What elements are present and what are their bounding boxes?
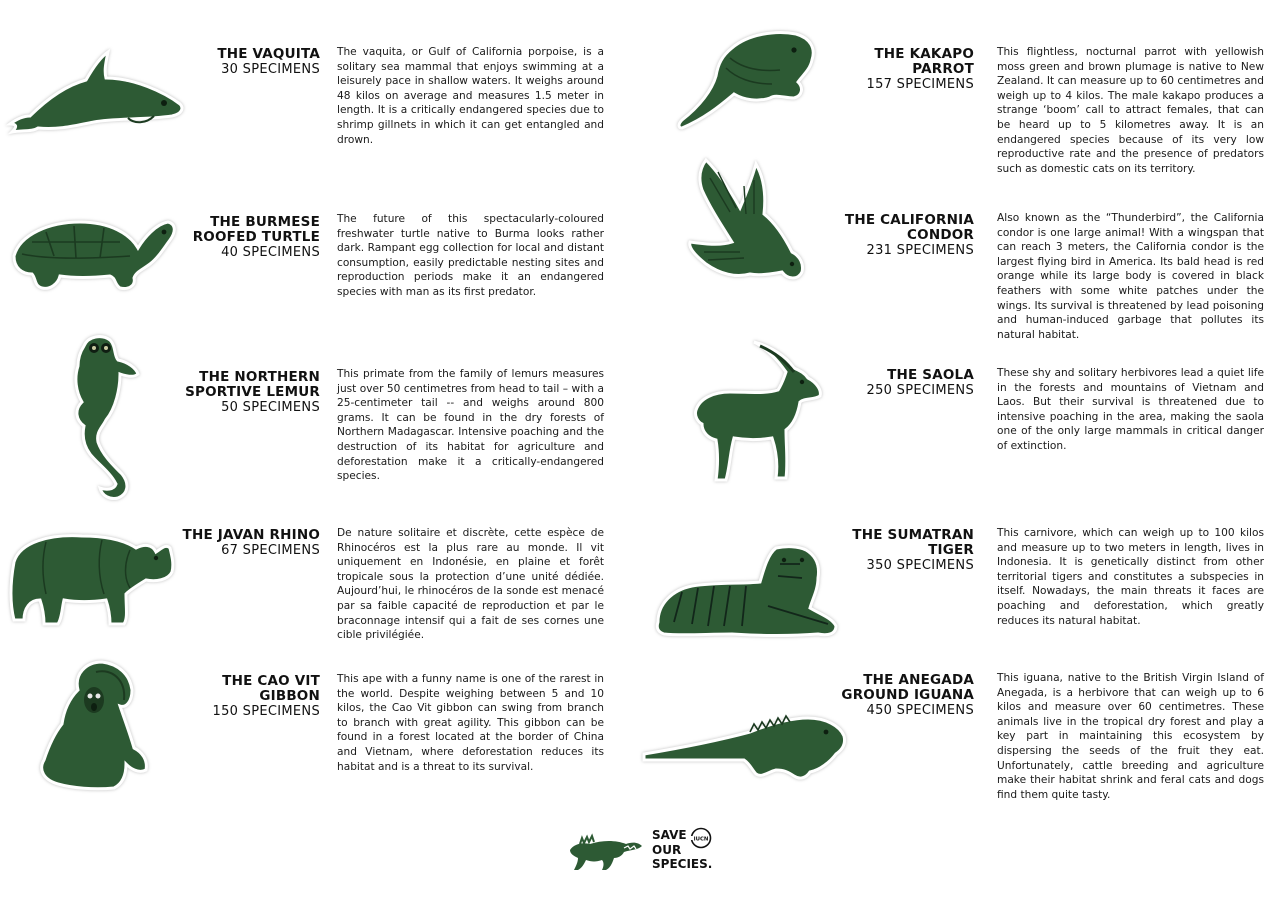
slogan-line: SAVE	[652, 828, 687, 842]
slogan-line: OUR	[652, 842, 682, 857]
footer-logo	[566, 824, 726, 876]
rhino-icon	[6, 528, 178, 628]
specimen-count: 250 SPECIMENS	[866, 383, 974, 398]
specimen-count: 450 SPECIMENS	[866, 703, 974, 718]
species-title: THE VAQUITA	[217, 46, 320, 62]
kakapo-icon	[672, 28, 818, 132]
species-title: THE CAO VIT GIBBON	[222, 673, 320, 704]
crocodile-logo-icon	[566, 830, 644, 874]
species-description: De nature solitaire et discrète, cette espèce de Rhinocéros est la plus rare au monde. Il vit uniquement en Indonésie, en plaine et forêt tropicale sous la protection d’une unité dédiée. Aujourd’hui, le rhinocéros de la sonde est menacé par sa faible capacité de reproduction et par le braconnage intensif qui a fait de ses cornes une cible privilégiée.	[337, 527, 604, 642]
species-description: This carnivore, which can weigh up to 100 kilos and measure up to two meters in length, lives in Indonesia. It is genetically distinct from other territorial tigers and constitutes a subspecies in itself. Nowadays, the main threats it faces are poaching and deforestation, which greatly reduces its natural habitat.	[997, 527, 1264, 627]
species-description: The vaquita, or Gulf of California porpoise, is a solitary sea mammal that enjoys swimming at a leisurely pace in shallow waters. It weighs around 48 kilos on average and measures 1.5 meter in length. It is a critically endangered species due to shrimp gillnets in which it can get entangled and drown.	[337, 46, 604, 146]
species-description: This iguana, native to the British Virgin Island of Anegada, is a herbivore that can weigh up to 6 kilos and measure over 60 centimetres. These animals live in the tropical dry forest and play a key part in maintaining this ecosystem by dispersing the seeds of the fruit they eat. Unfortunately, cattle breeding and agriculture make their habitat shrink and feral cats and dogs find them quite tasty.	[997, 672, 1264, 801]
specimen-count: 40 SPECIMENS	[221, 245, 320, 260]
saola-icon	[690, 338, 830, 488]
species-title: THE NORTHERN SPORTIVE LEMUR	[185, 369, 320, 400]
gibbon-icon	[34, 660, 150, 792]
species-title: THE BURMESE ROOFED TURTLE	[192, 214, 320, 245]
turtle-icon	[10, 212, 176, 292]
species-title: THE KAKAPO PARROT	[874, 46, 974, 77]
species-description: This flightless, nocturnal parrot with yellowish moss green and brown plumage is native to New Zealand. It can measure up to 60 centimetres and weigh up to 4 kilos. The male kakapo produces a strange ‘boom’ call to attract females, that can be heard up to 5 kilometres away. It is an endangered species because of its very low reproductive rate and the presence of predators such as domestic cats on its territory.	[997, 46, 1264, 175]
condor-icon	[684, 156, 808, 296]
specimen-count: 350 SPECIMENS	[866, 558, 974, 573]
species-title: THE CALIFORNIA CONDOR	[844, 212, 974, 243]
lemur-icon	[44, 332, 142, 504]
species-description: This primate from the family of lemurs measures just over 50 centimetres from head to tail – with a 25-centimeter tail -- and weighs around 800 grams. It can be found in the dry forests of Northern Madagascar. Intensive poaching and the destruction of its habitat for agriculture and deforestation make it a critically-endangered species.	[337, 368, 604, 483]
iucn-seal-icon	[690, 827, 712, 849]
specimen-count: 30 SPECIMENS	[221, 62, 320, 77]
species-description: These shy and solitary herbivores lead a quiet life in the forests and mountains of Vietnam and Laos. But their survival is threatened due to intensive poaching in the area, making the saola one of the only large mammals in critical danger of extinction.	[997, 367, 1264, 452]
vaquita-icon	[4, 46, 186, 134]
specimen-count: 150 SPECIMENS	[212, 704, 320, 719]
specimen-count: 67 SPECIMENS	[221, 543, 320, 558]
tiger-icon	[652, 544, 840, 640]
iguana-icon	[640, 712, 850, 784]
species-title: THE ANEGADA GROUND IGUANA	[841, 672, 974, 703]
specimen-count: 157 SPECIMENS	[866, 77, 974, 92]
species-description: The future of this spectacularly-coloured freshwater turtle native to Burma looks rather dark. Rampant egg collection for local and distant consumption, easily predictable nesting sites and reproduction periods make it an endangered species with man as its first predator.	[337, 213, 604, 298]
species-description: This ape with a funny name is one of the rarest in the world. Despite weighing between 5 and 10 kilos, the Cao Vit gibbon can swing from branch to branch with great agility. This gibbon can be found in a forest located at the border of China and Vietnam, where deforestation reduces its habitat and is a threat to its survival.	[337, 673, 604, 773]
specimen-count: 50 SPECIMENS	[221, 400, 320, 415]
species-description: Also known as the “Thunderbird”, the California condor is one large animal! With a wingspan that can reach 3 meters, the California condor is the largest flying bird in America. Its bald head is red orange while its large body is covered in black feathers with some white patches under the wings. Its survival is threatened by lead poisoning and human-induced garbage that pollutes its natural habitat.	[997, 212, 1264, 341]
species-title: THE JAVAN RHINO	[182, 527, 320, 543]
specimen-count: 231 SPECIMENS	[866, 243, 974, 258]
species-title: THE SUMATRAN TIGER	[852, 527, 974, 558]
slogan-line: SPECIES.	[652, 857, 713, 871]
species-title: THE SAOLA	[887, 367, 974, 383]
iucn-label: IUCN	[693, 836, 709, 843]
